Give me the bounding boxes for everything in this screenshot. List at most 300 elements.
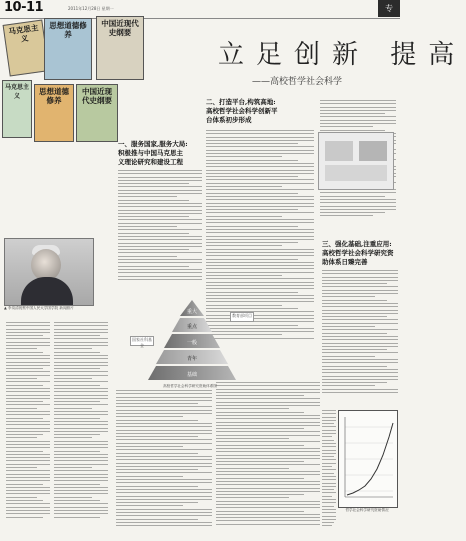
text-line bbox=[216, 385, 320, 386]
text-line bbox=[206, 196, 314, 197]
text-line bbox=[206, 183, 314, 184]
text-line bbox=[322, 343, 398, 344]
text-line bbox=[54, 395, 108, 396]
text-line bbox=[320, 196, 385, 197]
text-line bbox=[216, 468, 289, 469]
text-line bbox=[216, 461, 304, 462]
text-line bbox=[206, 209, 298, 210]
heading-line: 三、强化基础,注重应用: bbox=[322, 240, 392, 248]
text-line bbox=[216, 389, 320, 390]
text-line bbox=[116, 519, 198, 520]
text-line bbox=[116, 469, 198, 470]
text-line bbox=[206, 265, 314, 266]
text-line bbox=[54, 428, 108, 429]
text-line bbox=[116, 509, 212, 510]
text-line bbox=[6, 507, 50, 508]
text-line bbox=[320, 103, 396, 104]
text-line bbox=[6, 484, 43, 485]
figure-block bbox=[359, 141, 387, 161]
text-line bbox=[206, 193, 298, 194]
text-line bbox=[216, 514, 320, 515]
text-line bbox=[6, 371, 50, 372]
book-cover-5 bbox=[34, 84, 74, 142]
text-line bbox=[54, 391, 108, 392]
text-line bbox=[6, 434, 43, 435]
book-cover-6 bbox=[76, 84, 118, 142]
text-line bbox=[322, 385, 375, 386]
book-cover-1 bbox=[3, 19, 50, 76]
text-line bbox=[206, 137, 314, 138]
text-line bbox=[320, 130, 385, 131]
text-line bbox=[116, 466, 212, 467]
text-line bbox=[216, 438, 289, 439]
text-line bbox=[54, 424, 108, 425]
text-line bbox=[322, 293, 398, 294]
text-line bbox=[116, 496, 212, 497]
text-line bbox=[206, 170, 314, 171]
text-line bbox=[54, 464, 108, 465]
text-line bbox=[206, 133, 314, 134]
text-line bbox=[322, 430, 336, 431]
figure-thumbnail-svg bbox=[319, 133, 393, 189]
text-line bbox=[216, 481, 320, 482]
text-line bbox=[54, 470, 108, 471]
text-line bbox=[118, 206, 202, 207]
text-line bbox=[206, 163, 314, 164]
text-line bbox=[118, 249, 189, 250]
text-line bbox=[216, 455, 320, 456]
text-line bbox=[320, 113, 385, 114]
text-line bbox=[322, 362, 398, 363]
text-line bbox=[118, 246, 202, 247]
text-line bbox=[6, 418, 43, 419]
issue-date: 2011年12月28日 星期一 bbox=[68, 6, 114, 11]
text-line bbox=[118, 266, 189, 267]
text-line bbox=[6, 358, 50, 359]
photo-body bbox=[21, 277, 73, 305]
text-line bbox=[54, 447, 108, 448]
text-line bbox=[322, 277, 398, 278]
text-line bbox=[54, 352, 100, 353]
text-line bbox=[118, 203, 202, 204]
text-line bbox=[54, 388, 108, 389]
text-line bbox=[206, 143, 298, 144]
text-line bbox=[320, 192, 396, 193]
text-line bbox=[116, 390, 212, 391]
text-line bbox=[322, 323, 398, 324]
text-line bbox=[206, 242, 298, 243]
body-text-col-3 bbox=[118, 170, 202, 290]
text-line bbox=[116, 416, 183, 417]
text-line bbox=[216, 441, 320, 442]
text-line bbox=[116, 486, 198, 487]
text-line bbox=[216, 422, 320, 423]
text-line bbox=[322, 306, 398, 307]
body-text-col-6 bbox=[216, 382, 320, 536]
text-line bbox=[6, 497, 37, 498]
text-line bbox=[116, 482, 212, 483]
text-line bbox=[6, 464, 50, 465]
text-line bbox=[206, 206, 314, 207]
text-line bbox=[116, 456, 212, 457]
text-line bbox=[322, 469, 336, 470]
text-line bbox=[206, 150, 314, 151]
text-line bbox=[6, 368, 43, 369]
text-line bbox=[216, 418, 320, 419]
text-line bbox=[206, 268, 314, 269]
text-line bbox=[116, 512, 212, 513]
text-line bbox=[216, 520, 320, 521]
photo-caption: ▲ 李岚清视察中国人民大学国学院 新闻照片 bbox=[4, 306, 74, 310]
text-line bbox=[54, 358, 108, 359]
text-line bbox=[216, 398, 320, 399]
text-line bbox=[6, 493, 50, 494]
text-line bbox=[322, 492, 336, 493]
text-line bbox=[322, 466, 332, 467]
text-line bbox=[322, 459, 336, 460]
text-line bbox=[116, 505, 183, 506]
text-line bbox=[6, 454, 50, 455]
text-line bbox=[116, 476, 183, 477]
heading-line: 高校哲学社会科学研究资 bbox=[322, 249, 394, 257]
text-line bbox=[216, 415, 320, 416]
text-line bbox=[216, 428, 304, 429]
text-line bbox=[6, 474, 50, 475]
portrait-photo bbox=[4, 238, 94, 306]
text-line bbox=[322, 489, 334, 490]
text-line bbox=[116, 397, 212, 398]
text-line bbox=[216, 392, 320, 393]
text-line bbox=[118, 276, 202, 277]
text-line bbox=[216, 524, 320, 525]
text-line bbox=[322, 456, 334, 457]
text-line bbox=[116, 502, 198, 503]
headline-title: 立足创新 提高 bbox=[218, 40, 466, 70]
text-line bbox=[216, 435, 320, 436]
text-line bbox=[322, 270, 398, 271]
text-line bbox=[6, 401, 43, 402]
text-line bbox=[54, 477, 108, 478]
text-line bbox=[118, 252, 202, 253]
text-line bbox=[322, 313, 398, 314]
section-heading-1 bbox=[118, 140, 202, 167]
text-line bbox=[54, 362, 108, 363]
text-line bbox=[322, 502, 336, 503]
text-line bbox=[6, 460, 50, 461]
text-line bbox=[206, 173, 314, 174]
text-line bbox=[320, 212, 385, 213]
text-line bbox=[206, 245, 282, 246]
text-line bbox=[216, 471, 320, 472]
text-line bbox=[322, 525, 332, 526]
text-line bbox=[118, 239, 202, 240]
text-line bbox=[216, 478, 304, 479]
text-line bbox=[6, 381, 50, 382]
body-text-col-2 bbox=[54, 322, 108, 536]
book-cover-title: 思想道德修养 bbox=[49, 21, 87, 39]
text-line bbox=[6, 338, 50, 339]
text-line bbox=[206, 222, 314, 223]
text-line bbox=[6, 513, 50, 514]
text-line bbox=[216, 445, 304, 446]
page-header bbox=[0, 0, 400, 19]
text-line bbox=[322, 410, 336, 411]
text-line bbox=[216, 402, 320, 403]
text-line bbox=[206, 216, 282, 217]
text-line bbox=[6, 431, 50, 432]
text-line bbox=[322, 379, 398, 380]
text-line bbox=[54, 460, 108, 461]
text-line bbox=[6, 329, 50, 330]
text-line bbox=[54, 437, 92, 438]
book-cover-4 bbox=[2, 80, 32, 138]
pyramid-caption: 高校哲学社会科学研究资助体系图 bbox=[163, 384, 217, 388]
text-line bbox=[206, 292, 298, 293]
text-line bbox=[116, 472, 212, 473]
text-line bbox=[322, 319, 398, 320]
text-line bbox=[54, 418, 100, 419]
text-line bbox=[320, 107, 396, 108]
text-line bbox=[206, 252, 314, 253]
text-line bbox=[216, 501, 320, 502]
text-line bbox=[216, 497, 289, 498]
text-line bbox=[6, 421, 50, 422]
text-line bbox=[6, 490, 50, 491]
text-line bbox=[322, 359, 398, 360]
text-line bbox=[322, 423, 334, 424]
text-line bbox=[118, 190, 202, 191]
text-line bbox=[206, 295, 314, 296]
text-line bbox=[322, 433, 336, 434]
text-line bbox=[206, 203, 314, 204]
text-line bbox=[322, 286, 398, 287]
text-line bbox=[118, 193, 202, 194]
text-line bbox=[6, 480, 50, 481]
text-line bbox=[322, 310, 398, 311]
text-line bbox=[6, 325, 50, 326]
text-line bbox=[118, 216, 189, 217]
text-line bbox=[54, 368, 100, 369]
book-cover-title: 思想道德修养 bbox=[39, 87, 69, 105]
text-line bbox=[320, 202, 396, 203]
body-text-col-7 bbox=[322, 270, 398, 404]
text-line bbox=[54, 484, 100, 485]
text-line bbox=[322, 329, 398, 330]
text-line bbox=[216, 507, 320, 508]
text-line bbox=[322, 440, 334, 441]
text-line bbox=[6, 447, 50, 448]
text-line bbox=[322, 522, 334, 523]
figure-block bbox=[325, 141, 353, 161]
section-heading-2 bbox=[206, 98, 316, 125]
text-line bbox=[54, 421, 108, 422]
text-line bbox=[116, 449, 212, 450]
pyramid-tier-label: 一般 bbox=[186, 340, 198, 346]
text-line bbox=[116, 499, 212, 500]
text-line bbox=[216, 494, 304, 495]
text-line bbox=[6, 408, 37, 409]
text-line bbox=[6, 398, 50, 399]
text-line bbox=[54, 355, 108, 356]
text-line bbox=[206, 212, 314, 213]
text-line bbox=[6, 510, 50, 511]
text-line bbox=[322, 509, 336, 510]
text-line bbox=[206, 186, 282, 187]
text-line bbox=[54, 378, 92, 379]
text-line bbox=[6, 375, 50, 376]
text-line bbox=[54, 480, 108, 481]
text-line bbox=[216, 431, 320, 432]
text-line bbox=[54, 434, 100, 435]
text-line bbox=[116, 492, 212, 493]
text-line bbox=[116, 400, 212, 401]
text-line bbox=[6, 414, 50, 415]
text-line bbox=[216, 488, 320, 489]
text-line bbox=[322, 479, 336, 480]
text-line bbox=[118, 210, 202, 211]
text-line bbox=[216, 504, 320, 505]
text-line bbox=[320, 120, 396, 121]
text-line bbox=[206, 160, 298, 161]
text-line bbox=[118, 177, 202, 178]
text-line bbox=[6, 352, 43, 353]
text-line bbox=[322, 476, 336, 477]
pyramid-tier-label: 基础 bbox=[186, 372, 198, 378]
text-line bbox=[322, 486, 336, 487]
figure-block bbox=[325, 165, 387, 181]
text-line bbox=[54, 493, 108, 494]
text-line bbox=[320, 206, 396, 207]
text-line bbox=[118, 259, 202, 260]
text-line bbox=[322, 392, 398, 393]
text-line bbox=[320, 123, 396, 124]
book-cover-2 bbox=[44, 18, 92, 80]
text-line bbox=[54, 490, 108, 491]
heading-line: 积极推与中国马克思主 bbox=[118, 149, 183, 157]
text-line bbox=[118, 213, 202, 214]
text-line bbox=[6, 355, 50, 356]
text-line bbox=[116, 525, 212, 526]
text-line bbox=[54, 411, 108, 412]
text-line bbox=[6, 477, 50, 478]
text-line bbox=[54, 503, 108, 504]
pyramid-tier-label: 重点 bbox=[186, 324, 198, 330]
text-line bbox=[322, 426, 336, 427]
text-line bbox=[6, 388, 50, 389]
text-line bbox=[322, 352, 398, 353]
text-line bbox=[322, 473, 334, 474]
text-line bbox=[118, 196, 177, 197]
heading-line: 二、打造平台,构筑高地: bbox=[206, 98, 276, 106]
text-line bbox=[206, 140, 314, 141]
text-line bbox=[116, 413, 212, 414]
text-line bbox=[116, 430, 212, 431]
text-line bbox=[206, 146, 314, 147]
text-line bbox=[54, 325, 108, 326]
text-line bbox=[206, 189, 314, 190]
text-line bbox=[322, 512, 336, 513]
text-line bbox=[206, 236, 314, 237]
text-line bbox=[6, 404, 50, 405]
text-line bbox=[320, 116, 396, 117]
text-line bbox=[322, 346, 398, 347]
text-line bbox=[322, 283, 387, 284]
text-line bbox=[54, 474, 108, 475]
text-line bbox=[116, 393, 212, 394]
text-line bbox=[116, 403, 198, 404]
text-line bbox=[118, 269, 202, 270]
text-line bbox=[216, 382, 320, 383]
text-line bbox=[54, 338, 108, 339]
text-line bbox=[322, 436, 332, 437]
headline-subtitle: ——高校哲学社会科学 bbox=[252, 77, 343, 87]
text-line bbox=[54, 348, 92, 349]
text-line bbox=[206, 259, 298, 260]
text-line bbox=[6, 487, 50, 488]
text-line bbox=[206, 278, 314, 279]
text-line bbox=[6, 517, 43, 518]
text-line bbox=[322, 519, 336, 520]
text-line bbox=[216, 458, 320, 459]
text-line bbox=[322, 417, 336, 418]
text-line bbox=[206, 130, 314, 131]
text-line bbox=[54, 414, 108, 415]
text-line bbox=[54, 329, 108, 330]
pyramid-tier-label: 重大 bbox=[186, 309, 198, 315]
text-line bbox=[54, 497, 92, 498]
text-line bbox=[54, 381, 108, 382]
text-line bbox=[322, 356, 375, 357]
section-heading-3 bbox=[322, 240, 400, 267]
text-line bbox=[118, 262, 202, 263]
text-line bbox=[116, 446, 183, 447]
text-line bbox=[216, 511, 304, 512]
text-line bbox=[54, 408, 92, 409]
text-line bbox=[6, 348, 37, 349]
text-line bbox=[322, 300, 387, 301]
text-line bbox=[54, 401, 100, 402]
text-line bbox=[216, 517, 320, 518]
text-line bbox=[206, 249, 314, 250]
figure-thumbnail bbox=[318, 132, 394, 190]
heading-line: 助体系日臻完善 bbox=[322, 258, 368, 266]
text-line bbox=[54, 510, 108, 511]
text-line bbox=[118, 186, 202, 187]
text-line bbox=[206, 272, 314, 273]
text-line bbox=[206, 288, 314, 289]
text-line bbox=[322, 369, 398, 370]
text-line bbox=[118, 170, 202, 171]
text-line bbox=[118, 256, 177, 257]
text-line bbox=[54, 342, 108, 343]
text-line bbox=[322, 389, 398, 390]
text-line bbox=[118, 279, 202, 280]
text-line bbox=[206, 226, 298, 227]
text-line bbox=[206, 166, 314, 167]
text-line bbox=[6, 470, 50, 471]
text-line bbox=[116, 515, 212, 516]
text-line bbox=[322, 333, 387, 334]
text-line bbox=[6, 362, 50, 363]
text-line bbox=[116, 426, 212, 427]
text-line bbox=[118, 233, 189, 234]
text-line bbox=[116, 420, 198, 421]
text-line bbox=[322, 366, 387, 367]
text-line bbox=[6, 441, 50, 442]
text-line bbox=[118, 226, 177, 227]
book-cover-title: 中国近现代史纲要 bbox=[101, 19, 139, 37]
text-line bbox=[54, 451, 100, 452]
